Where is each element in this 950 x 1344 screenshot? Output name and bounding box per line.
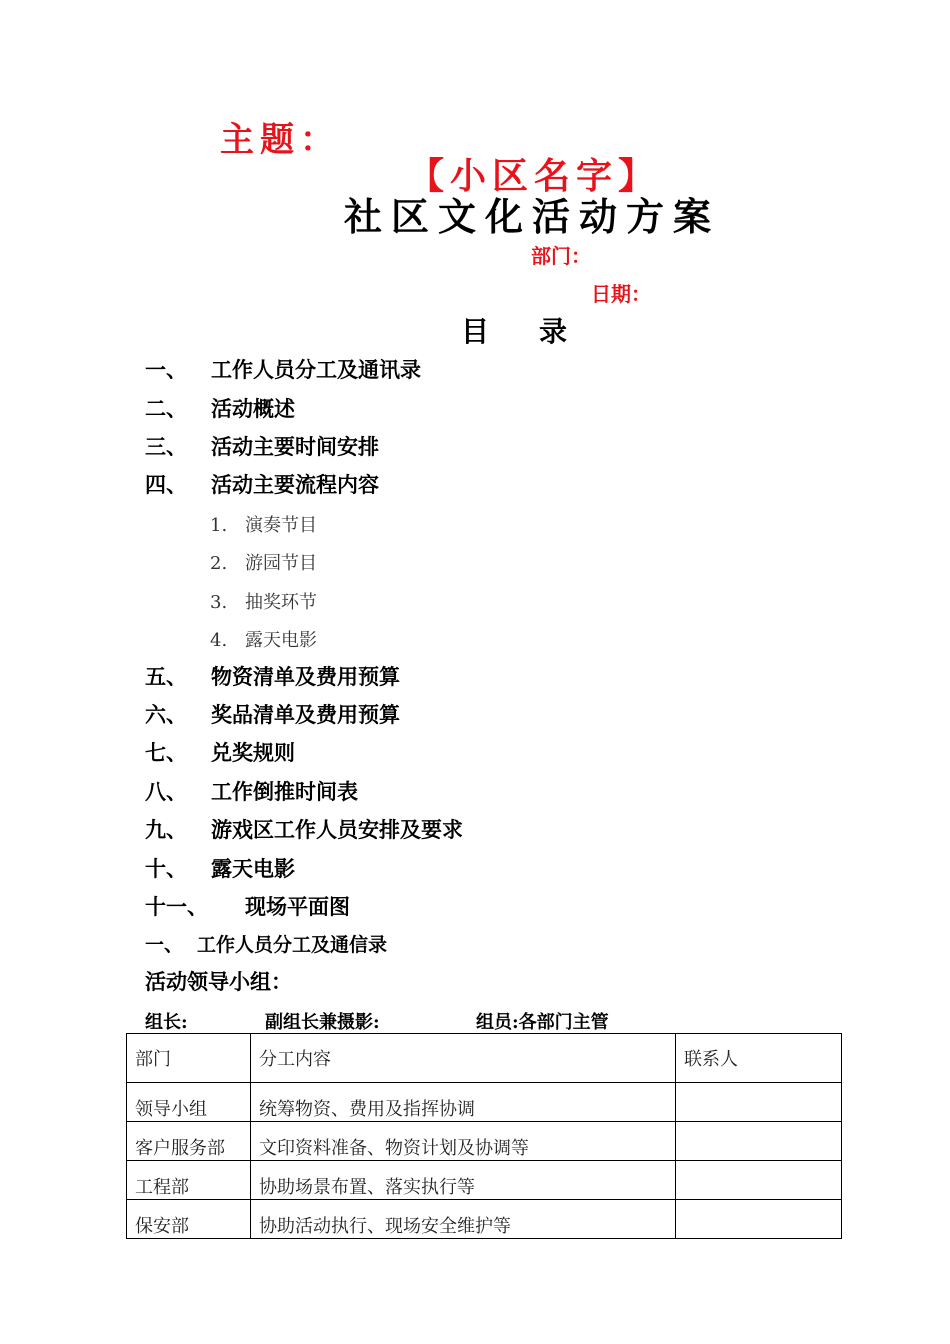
- table-header-row: [127, 1034, 842, 1083]
- subject-label: 主题：: [220, 120, 340, 160]
- toc-subitem-num: 1.: [210, 515, 228, 536]
- table-row: [127, 1200, 842, 1239]
- toc-subitem-num: 4.: [210, 630, 228, 651]
- toc-subitem-text: 演奏节目: [245, 515, 317, 536]
- toc-item-text: 物资清单及费用预算: [211, 664, 400, 689]
- toc-item-num: 五、: [145, 664, 187, 689]
- toc-item-text: 工作倒推时间表: [211, 779, 358, 804]
- deputy-label: 副组长兼摄影:: [265, 1012, 380, 1033]
- toc-subitem-text: 露天电影: [245, 630, 317, 651]
- table-cell: 协助活动执行、现场安全维护等: [251, 1200, 676, 1239]
- toc-item-text: 现场平面图: [245, 894, 350, 919]
- date-label: 日期：: [591, 282, 651, 306]
- group-title: 活动领导小组：: [145, 969, 292, 994]
- table-cell: 保安部: [127, 1200, 251, 1239]
- toc-subitem-num: 3.: [210, 592, 228, 613]
- table-row: [127, 1161, 842, 1200]
- community-name-text: 【小区名字】: [408, 156, 661, 197]
- document-title: 社区文化活动方案: [344, 195, 721, 239]
- toc-subitem-num: 2.: [210, 553, 228, 574]
- toc-item-num: 六、: [145, 702, 187, 727]
- table-cell: [676, 1200, 842, 1239]
- table-cell: 统筹物资、费用及指挥协调: [251, 1083, 676, 1122]
- toc-item: [145, 699, 400, 729]
- toc-item-text: 活动主要流程内容: [211, 472, 379, 497]
- toc-item-text: 活动主要时间安排: [211, 434, 379, 459]
- toc-item: [145, 891, 350, 921]
- toc-item-text: 工作人员分工及通讯录: [211, 357, 421, 382]
- table-cell: 工程部: [127, 1161, 251, 1200]
- department-label: 部门：: [531, 244, 591, 268]
- toc-item: [145, 853, 295, 883]
- toc-item: [145, 469, 379, 499]
- group-roles: [145, 1008, 645, 1032]
- toc-item-text: 活动概述: [211, 396, 295, 421]
- staff-table: [126, 1033, 842, 1239]
- toc-item: [145, 354, 421, 384]
- toc-item-num: 十、: [145, 856, 187, 881]
- table-cell: [676, 1161, 842, 1200]
- toc-title-right: 录: [539, 315, 568, 348]
- toc-item: [145, 661, 400, 691]
- toc-title: [461, 310, 567, 350]
- toc-item-num: 八、: [145, 779, 187, 804]
- table-row: [127, 1083, 842, 1122]
- table-cell: 领导小组: [127, 1083, 251, 1122]
- table-row: [127, 1122, 842, 1161]
- toc-title-left: 目: [461, 315, 490, 348]
- toc-item: [145, 393, 295, 423]
- table-cell: 文印资料准备、物资计划及协调等: [251, 1122, 676, 1161]
- toc-item-num: 十一、: [145, 894, 208, 919]
- toc-item-num: 七、: [145, 740, 187, 765]
- toc-item-num: 九、: [145, 817, 187, 842]
- section-heading: [145, 930, 387, 957]
- table-cell: 客户服务部: [127, 1122, 251, 1161]
- section-num: 一、: [145, 934, 184, 956]
- toc-item: [145, 776, 358, 806]
- table-cell: [676, 1122, 842, 1161]
- toc-item-text: 游戏区工作人员安排及要求: [211, 817, 463, 842]
- table-header-cell: 分工内容: [251, 1034, 676, 1083]
- toc-item: [145, 737, 295, 767]
- table-header-cell: 联系人: [676, 1034, 842, 1083]
- members-label: 组员:各部门主管: [476, 1012, 609, 1033]
- table-header-cell: 部门: [127, 1034, 251, 1083]
- toc-item-text: 露天电影: [211, 856, 295, 881]
- leader-label: 组长:: [145, 1012, 188, 1033]
- table-cell: [676, 1083, 842, 1122]
- toc-item-text: 兑奖规则: [211, 740, 295, 765]
- toc-subitem: [210, 511, 317, 537]
- toc-item-num: 一、: [145, 357, 187, 382]
- toc-subitem: [210, 626, 317, 652]
- toc-item: [145, 814, 463, 844]
- toc-subitem-text: 抽奖环节: [245, 592, 317, 613]
- section-heading-text: 工作人员分工及通信录: [197, 934, 388, 956]
- toc-item-num: 三、: [145, 434, 187, 459]
- toc-item-text: 奖品清单及费用预算: [211, 702, 400, 727]
- toc-item-num: 二、: [145, 396, 187, 421]
- toc-subitem: [210, 588, 317, 614]
- toc-subitem-text: 游园节目: [245, 553, 317, 574]
- toc-subitem: [210, 549, 317, 575]
- table-cell: 协助场景布置、落实执行等: [251, 1161, 676, 1200]
- toc-item: [145, 431, 379, 461]
- toc-item-num: 四、: [145, 472, 187, 497]
